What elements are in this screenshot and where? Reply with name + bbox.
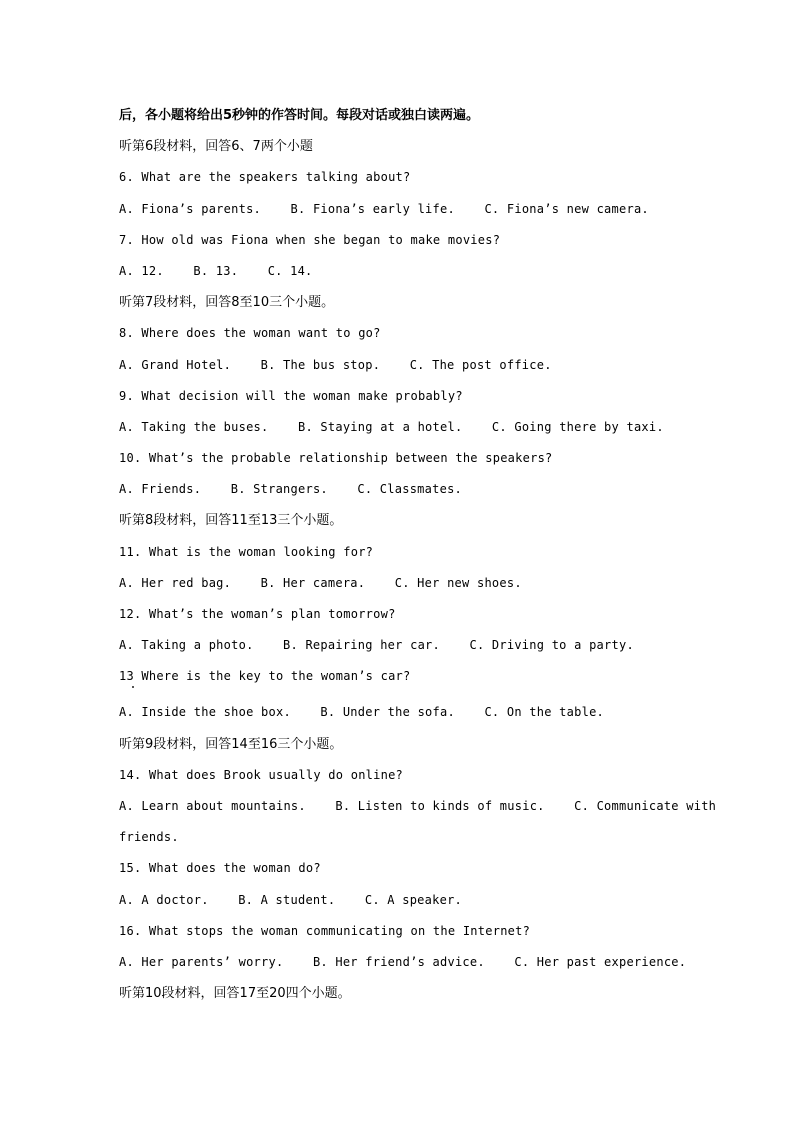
intro-line: 后，各小题将给出5秒钟的作答时间。每段对话或独白读两遍。 xyxy=(119,108,480,123)
option-b: B. 13. xyxy=(193,263,239,278)
option-a: A. Grand Hotel. xyxy=(119,357,232,372)
options-row xyxy=(119,697,719,728)
option-b: B. Under the sofa. xyxy=(320,705,455,720)
question-text: 15. What does the woman do? xyxy=(119,861,321,876)
section-heading: 听第8段材料，回答11至13三个小题。 xyxy=(119,513,343,529)
option-b: B. Staying at a hotel. xyxy=(297,419,463,434)
option-c: C. The post office. xyxy=(409,357,552,372)
options-row xyxy=(119,568,719,599)
option-c: C. Driving to a party. xyxy=(469,638,634,653)
option-c: C. 14. xyxy=(267,263,313,278)
options-row xyxy=(119,474,719,505)
question-text: 7. How old was Fiona when she began to make movies? xyxy=(119,232,501,247)
options-row xyxy=(119,194,719,225)
question-text: 11. What is the woman looking for? xyxy=(119,544,374,559)
document-page xyxy=(119,100,719,1009)
options-row xyxy=(119,412,719,443)
option-b: B. Repairing her car. xyxy=(283,638,440,653)
question-text: 10. What’s the probable relationship between the speakers? xyxy=(119,451,553,466)
option-b: B. Listen to kinds of music. xyxy=(335,798,545,813)
option-a: A. Inside the shoe box. xyxy=(119,705,291,720)
option-a: A. 12. xyxy=(119,263,164,278)
options-row xyxy=(119,256,719,287)
option-a: A. Fiona’s parents. xyxy=(119,201,262,216)
option-b: B. Strangers. xyxy=(230,482,328,497)
option-b: B. Her camera. xyxy=(260,575,366,590)
option-a: A. Friends. xyxy=(119,482,202,497)
option-a: A. Learn about mountains. xyxy=(119,798,306,813)
option-a: A. A doctor. xyxy=(119,892,209,907)
option-c: C. A speaker. xyxy=(364,892,463,907)
options-row xyxy=(119,947,719,978)
options-row xyxy=(119,630,719,661)
question-text: 8. Where does the woman want to go? xyxy=(119,326,381,341)
option-b: B. A student. xyxy=(238,892,336,907)
option-c: C. Classmates. xyxy=(357,482,463,497)
stray-mark xyxy=(119,686,719,697)
option-b: B. Fiona’s early life. xyxy=(290,201,455,216)
question-text: 6. What are the speakers talking about? xyxy=(119,170,411,185)
question-text: 16. What stops the woman communicating on the Internet? xyxy=(119,923,531,938)
question-text: 9. What decision will the woman make probably? xyxy=(119,388,463,403)
options-row xyxy=(119,350,719,381)
option-c: C. On the table. xyxy=(484,705,605,720)
question-text: 12. What’s the woman’s plan tomorrow? xyxy=(119,607,396,621)
option-b: B. The bus stop. xyxy=(260,357,381,372)
option-b: B. Her friend’s advice. xyxy=(312,954,485,969)
option-a: A. Her parents’ worry. xyxy=(119,954,284,969)
section-heading: 听第10段材料，回答17至20四个小题。 xyxy=(119,986,351,1002)
section-heading: 听第9段材料，回答14至16三个小题。 xyxy=(119,736,343,752)
option-a: A. Taking a photo. xyxy=(119,638,254,653)
section-heading: 听第7段材料，回答8至10三个小题。 xyxy=(119,295,335,311)
option-a: A. Taking the buses. xyxy=(119,419,269,434)
section-heading: 听第6段材料，回答6、7两个小题 xyxy=(119,139,313,155)
option-continuation: friends. xyxy=(119,830,179,845)
option-c: C. Her past experience. xyxy=(514,954,687,969)
question-text: 13 Where is the key to the woman’s car? xyxy=(119,669,411,684)
option-c: C. Communicate with xyxy=(574,798,717,813)
question-text: 14. What does Brook usually do online? xyxy=(119,767,404,782)
option-a: A. Her red bag. xyxy=(119,575,232,590)
option-c: C. Her new shoes. xyxy=(394,575,522,590)
options-row xyxy=(119,885,719,916)
option-c: C. Going there by taxi. xyxy=(491,419,664,434)
options-row xyxy=(119,791,719,822)
option-c: C. Fiona’s new camera. xyxy=(484,201,649,216)
